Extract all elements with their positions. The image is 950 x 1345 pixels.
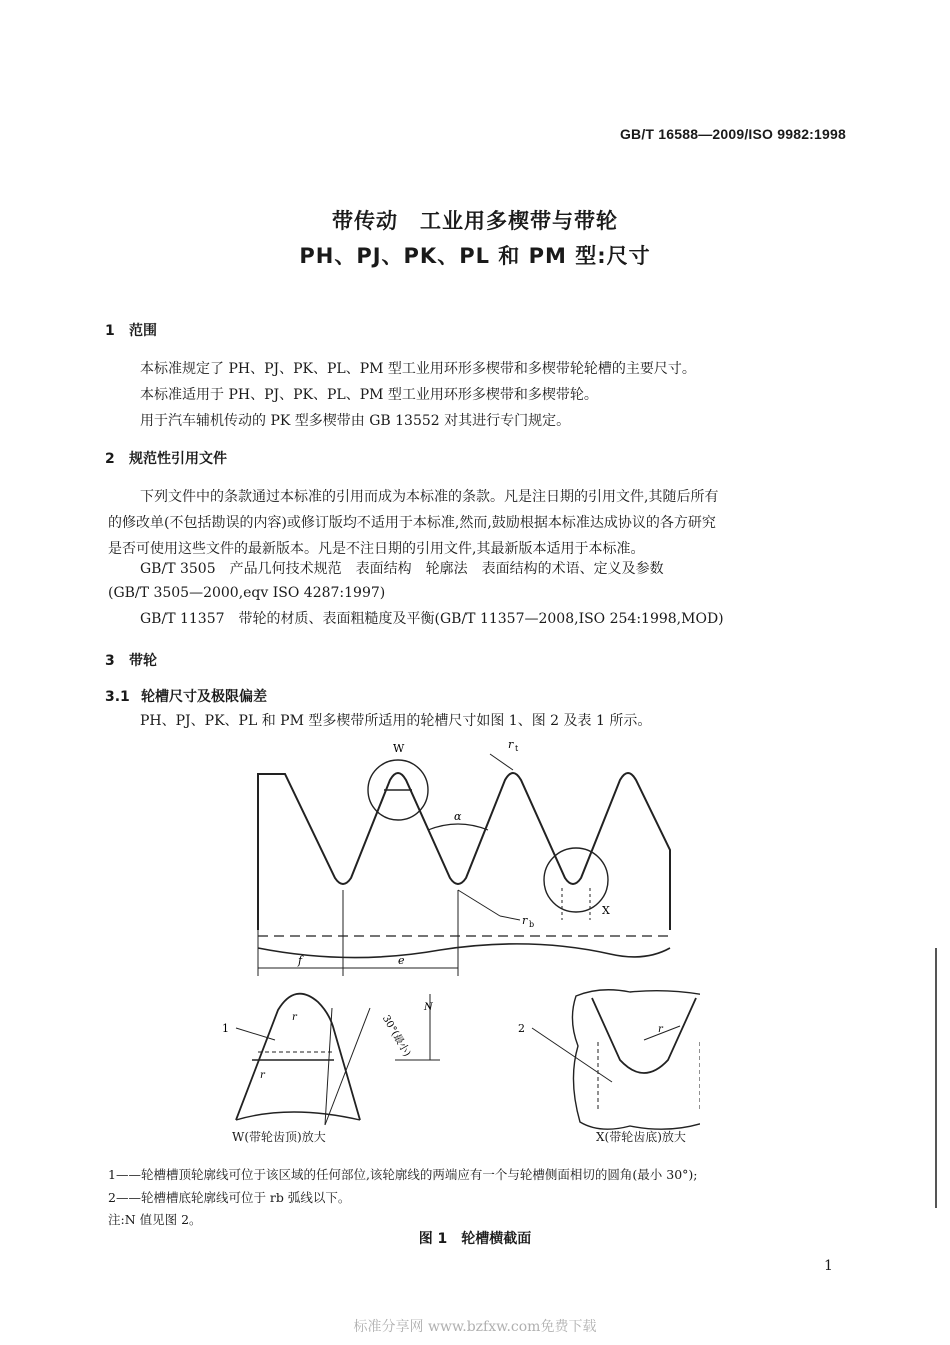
figure-note-2: 2——轮槽槽底轮廓线可位于 rb 弧线以下。 bbox=[108, 1190, 351, 1205]
label-2: 2 bbox=[518, 1022, 525, 1035]
label-angle: 30°(最小) bbox=[379, 1013, 413, 1059]
label-e: e bbox=[398, 954, 405, 967]
label-w: W bbox=[393, 742, 405, 755]
figure-caption: 图 1 轮槽横截面 bbox=[418, 1231, 532, 1247]
section-2-ref-1-line-2: (GB/T 3505—2000,eqv ISO 4287:1997) bbox=[108, 585, 386, 601]
label-rb-sub: b bbox=[529, 920, 535, 929]
detail-w-profile bbox=[236, 994, 360, 1120]
label-x: X bbox=[602, 904, 610, 917]
label-rb: r bbox=[522, 914, 528, 927]
label-w-rt: r bbox=[292, 1012, 297, 1023]
label-rt-sub: t bbox=[515, 744, 519, 753]
label-f: f bbox=[298, 954, 303, 967]
section-2-ref-1-line-1: GB/T 3505 产品几何技术规范 表面结构 轮廓法 表面结构的术语、定义及参数 bbox=[140, 561, 664, 577]
figure-note-3: 注:N 值见图 2。 bbox=[108, 1212, 202, 1227]
section-3-heading: 3 带轮 bbox=[105, 653, 157, 669]
sub-caption-x: X(带轮齿底)放大 bbox=[596, 1130, 686, 1144]
label-n: N bbox=[424, 1002, 433, 1013]
section-3-1-heading: 3.1 轮槽尺寸及极限偏差 bbox=[105, 689, 267, 705]
section-1-para-1: 本标准规定了 PH、PJ、PK、PL、PM 型工业用环形多楔带和多楔带轮轮槽的主要尺寸。 bbox=[140, 361, 696, 377]
section-1-heading: 1 范围 bbox=[105, 323, 157, 339]
label-alpha: α bbox=[454, 810, 462, 823]
section-3-1-para: PH、PJ、PK、PL 和 PM 型多楔带所适用的轮槽尺寸如图 1、图 2 及表 1 所示。 bbox=[140, 713, 652, 729]
label-w-rt2: r bbox=[260, 1070, 265, 1081]
detail-x-groove bbox=[592, 998, 696, 1073]
groove-cross-section-figure bbox=[200, 730, 700, 1140]
scan-edge-line bbox=[935, 948, 937, 1208]
section-2-intro-line-1: 下列文件中的条款通过本标准的引用而成为本标准的条款。凡是注日期的引用文件,其随后所有 bbox=[140, 489, 719, 505]
sub-caption-w: W(带轮齿顶)放大 bbox=[232, 1130, 326, 1144]
standard-number: GB/T 16588—2009/ISO 9982:1998 bbox=[619, 126, 846, 142]
footer-watermark: 标准分享网 www.bzfxw.com免费下载 bbox=[353, 1319, 597, 1335]
document-title-line1: 带传动 工业用多楔带与带轮 bbox=[332, 209, 618, 233]
label-x-rb: r bbox=[658, 1024, 663, 1035]
break-line bbox=[258, 944, 670, 958]
section-1-para-2: 本标准适用于 PH、PJ、PK、PL、PM 型工业用环形多楔带和多楔带轮。 bbox=[140, 387, 598, 403]
section-2-heading: 2 规范性引用文件 bbox=[105, 451, 227, 467]
section-1-para-3: 用于汽车辅机传动的 PK 型多楔带由 GB 13552 对其进行专门规定。 bbox=[140, 413, 571, 429]
section-2-intro-line-3: 是否可使用这些文件的最新版本。凡是不注日期的引用文件,其最新版本适用于本标准。 bbox=[108, 541, 645, 557]
document-title-line2: PH、PJ、PK、PL 和 PM 型:尺寸 bbox=[299, 244, 651, 268]
detail-x-circle bbox=[544, 848, 608, 912]
figure-note-1: 1——轮槽槽顶轮廓线可位于该区域的任何部位,该轮廓线的两端应有一个与轮槽侧面相切的圆角(最小 30°); bbox=[108, 1167, 698, 1182]
label-1: 1 bbox=[222, 1022, 229, 1035]
section-2-ref-2: GB/T 11357 带轮的材质、表面粗糙度及平衡(GB/T 11357—2008,ISO 254:1998,MOD) bbox=[140, 611, 724, 627]
label-rt: r bbox=[508, 738, 514, 751]
page-number: 1 bbox=[824, 1258, 833, 1274]
detail-x-outline bbox=[572, 990, 700, 1129]
section-2-intro-line-2: 的修改单(不包括勘误的内容)或修订版均不适用于本标准,然而,鼓励根据本标准达成协议的各方研究 bbox=[108, 515, 716, 531]
